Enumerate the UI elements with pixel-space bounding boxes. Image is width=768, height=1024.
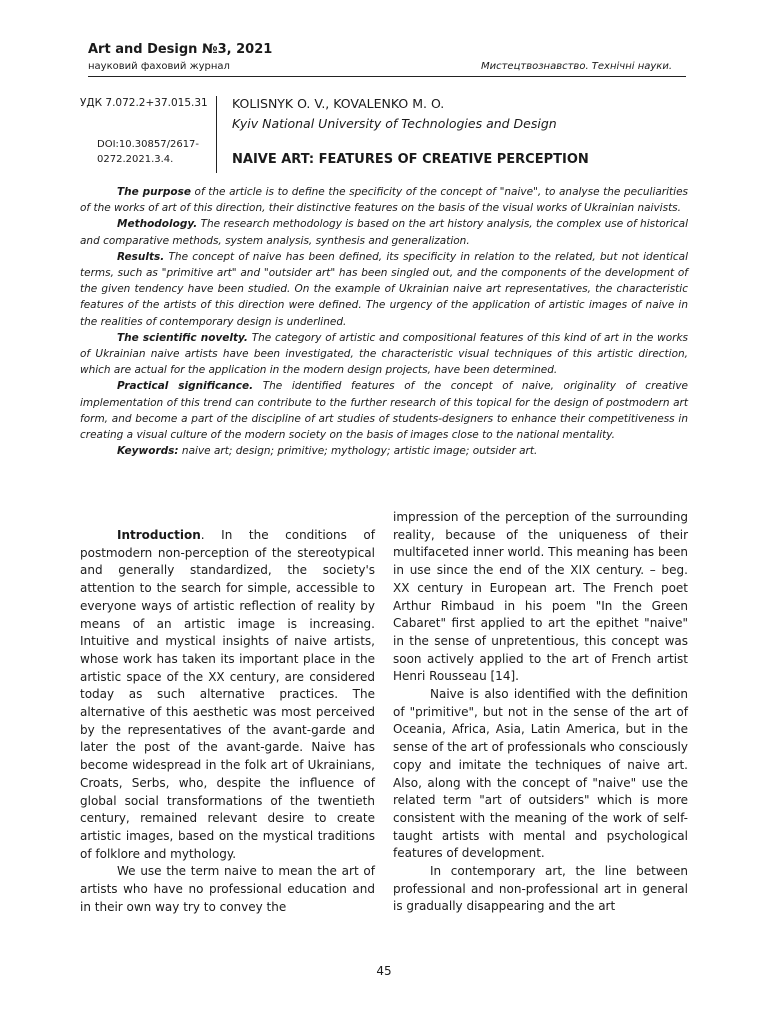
novelty-label: The scientific novelty. xyxy=(117,331,248,344)
purpose-label: The purpose xyxy=(117,186,191,198)
article-affiliation: Kyiv National University of Technologies and Design xyxy=(232,116,557,131)
journal-subtitle: науковий фаховий журнал xyxy=(88,61,230,72)
practical-label: Practical significance. xyxy=(117,380,254,393)
abstract-results xyxy=(80,249,688,330)
abstract-purpose xyxy=(80,184,688,216)
practical-text: The identified features of the concept of naive, originality of creative implementation of this trend can contribute to the further research of this topical for the design of postmodern art form, and become a part of the discipline of art studies of students-designers to enhance their competitiveness in creating a visual culture of the modern society on the basis of images close to the national mentality. xyxy=(80,380,688,442)
meta-divider xyxy=(216,96,217,173)
header-divider xyxy=(88,76,686,77)
body-column-right xyxy=(393,509,688,916)
paragraph-3: Naive is also identified with the definition of "primitive", but not in the sense of the art of Oceania, Africa, Asia, Latin America, but in the sense of the art of professionals who consciously copy and imitate the techniques of naive art. Also, along with the concept of "naive" use the related term "art of outsiders" which is more consistent with the meaning of the work of self-taught artists with mental and psychological features of development. xyxy=(393,687,688,861)
methodology-label: Methodology. xyxy=(117,218,198,231)
paragraph-4: In contemporary art, the line between professional and non-professional art in general is gradually disappearing and the art xyxy=(393,864,688,914)
results-label: Results. xyxy=(117,250,165,263)
page-number: 45 xyxy=(376,964,392,978)
journal-section: Мистецтвознавство. Технічні науки. xyxy=(480,61,672,72)
abstract-keywords xyxy=(80,443,688,459)
abstract-novelty xyxy=(80,330,688,379)
paragraph-2-start: We use the term naive to mean the art of artists who have no professional education and in their own way try to convey the xyxy=(80,864,375,914)
journal-title: Art and Design №3, 2021 xyxy=(88,42,273,57)
abstract-practical xyxy=(80,378,688,443)
methodology-text: The research methodology is based on the art history analysis, the complex use of historical and comparative methods, system analysis, synthesis and generalization. xyxy=(80,218,688,247)
keywords-label: Keywords: xyxy=(117,445,179,458)
article-authors: KOLISNYK O. V., KOVALENKO M. O. xyxy=(232,96,445,111)
abstract xyxy=(80,184,688,459)
intro-paragraph xyxy=(80,527,375,863)
body-column-left xyxy=(80,527,375,916)
paragraph-2-continued: impression of the perception of the surrounding reality, because of the uniqueness of their multifaceted inner world. This meaning has been in use since the end of the XIX century. – beg. XX century in European art. The French poet Arthur Rimbaud in his poem "In the Green Cabaret" first applied to art the epithet "naive" in the sense of unpretentious, this concept was soon actively applied to the art of French artist Henri Rousseau [14]. xyxy=(393,510,688,684)
intro-label: Introduction xyxy=(117,528,201,542)
udk-code: УДК 7.072.2+37.015.31 xyxy=(80,97,208,109)
novelty-text: The category of artistic and compositional features of this kind of art in the works of Ukrainian naive artists have been investigated, the characteristic visual techniques of this artistic direction, which are actual for the application in the modern design projects, have been determined. xyxy=(80,331,688,377)
intro-text: . In the conditions of postmodern non-perception of the stereotypical and generally standardized, the society's attention to the search for simple, accessible to everyone ways of artistic reflection of reality by means of an artistic image is increasing. Intuitive and mystical insights of naive artists, whose work has taken its important place in the artistic space of the XX century, are considered today as such alternative practices. The alternative of this aesthetic was most perceived by the representatives of the avant-garde and later the post of the avant-garde. Naive has become widespread in the folk art of Ukrainians, Croats, Serbs, who, despite the influence of global social transformations of the twentieth century, remained relevant desire to create artistic images, based on the mystical traditions of folklore and mythology. xyxy=(80,528,375,861)
doi: DOI:10.30857/2617-0272.2021.3.4. xyxy=(97,139,200,165)
keywords-text: naive art; design; primitive; mythology; artistic image; outsider art. xyxy=(178,445,538,458)
abstract-methodology xyxy=(80,216,688,248)
article-title: NAIVE ART: FEATURES OF CREATIVE PERCEPTION xyxy=(232,152,589,167)
results-text: The concept of naive has been defined, its specificity in relation to the related, but not identical terms, such as "primitive art" and "outsider art" has been singled out, and the components of the development of the given tendency have been studied. On the example of Ukrainian naive art representatives, the characteristic features of the artists of this direction were defined. The urgency of the application of artistic images of naive in the realities of contemporary design is underlined. xyxy=(80,250,688,328)
purpose-text: of the article is to define the specificity of the concept of "naive", to analyse the peculiarities of the works of art of this direction, their distinctive features on the basis of the visual works of Ukrainian naivists. xyxy=(80,186,689,215)
